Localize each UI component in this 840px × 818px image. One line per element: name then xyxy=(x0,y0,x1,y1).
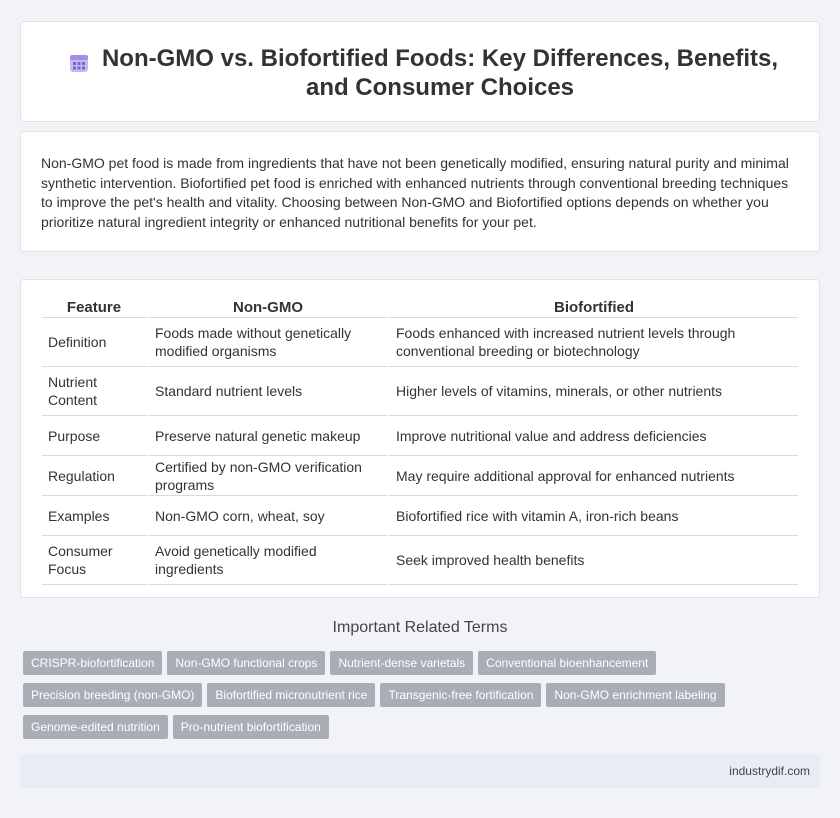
row-biofortified: Biofortified rice with vitamin A, iron-rich beans xyxy=(387,496,798,536)
table-row xyxy=(42,367,798,416)
related-term-tag[interactable]: Non-GMO enrichment labeling xyxy=(546,683,724,707)
footer-site-link[interactable]: industrydif.com xyxy=(729,764,810,778)
row-biofortified: Foods enhanced with increased nutrient levels through conventional breeding or biotechnology xyxy=(387,318,798,367)
table-row xyxy=(42,416,798,456)
related-term-tag[interactable]: Nutrient-dense varietals xyxy=(330,651,473,675)
intro-card xyxy=(20,131,820,252)
row-non-gmo: Preserve natural genetic makeup xyxy=(146,416,387,456)
related-term-tag[interactable]: CRISPR-biofortification xyxy=(23,651,162,675)
calendar-grid-icon xyxy=(68,52,90,74)
row-feature: Purpose xyxy=(42,416,146,456)
related-terms-heading: Important Related Terms xyxy=(332,619,508,636)
table-row xyxy=(42,496,798,536)
related-terms-list xyxy=(23,651,813,747)
related-term-tag[interactable]: Transgenic-free fortification xyxy=(380,683,541,707)
related-term-tag[interactable]: Conventional bioenhancement xyxy=(478,651,656,675)
related-term-tag[interactable]: Non-GMO functional crops xyxy=(167,651,325,675)
comparison-table-card xyxy=(20,279,820,598)
related-term-tag[interactable]: Biofortified micronutrient rice xyxy=(207,683,375,707)
footer xyxy=(20,754,820,788)
related-term-tag[interactable]: Genome-edited nutrition xyxy=(23,715,168,739)
row-feature: Examples xyxy=(42,496,146,536)
row-non-gmo: Standard nutrient levels xyxy=(146,367,387,416)
row-non-gmo: Foods made without genetically modified organisms xyxy=(146,318,387,367)
header-card xyxy=(20,21,820,122)
title-wrap xyxy=(21,44,819,102)
related-term-tag[interactable]: Pro-nutrient biofortification xyxy=(173,715,329,739)
row-feature: Consumer Focus xyxy=(42,536,146,585)
comparison-table xyxy=(42,294,798,585)
table-row xyxy=(42,318,798,367)
row-feature: Definition xyxy=(42,318,146,367)
related-term-tag[interactable]: Precision breeding (non-GMO) xyxy=(23,683,202,707)
intro-paragraph: Non-GMO pet food is made from ingredients that have not been genetically modified, ensuring natural purity and minimal synthetic intervention. Biofortified pet food is enriched with enhanced nutrients through conventional breeding techniques to improve the pet's health and vitality. Choosing between Non-GMO and Biofortified options depends on whether you prioritize natural ingredient integrity or enhanced nutritional benefits for your pet. xyxy=(41,155,789,230)
table-row xyxy=(42,536,798,585)
row-non-gmo: Avoid genetically modified ingredients xyxy=(146,536,387,585)
header-feature: Feature xyxy=(42,294,146,318)
row-biofortified: Improve nutritional value and address deficiencies xyxy=(387,416,798,456)
row-non-gmo: Certified by non-GMO verification programs xyxy=(146,456,387,496)
row-feature: Regulation xyxy=(42,456,146,496)
page-title: Non-GMO vs. Biofortified Foods: Key Differences, Benefits, and Consumer Choices xyxy=(101,45,779,101)
table-header-row xyxy=(42,294,798,318)
row-non-gmo: Non-GMO corn, wheat, soy xyxy=(146,496,387,536)
table-row xyxy=(42,456,798,496)
row-feature: Nutrient Content xyxy=(42,367,146,416)
row-biofortified: May require additional approval for enhanced nutrients xyxy=(387,456,798,496)
row-biofortified: Higher levels of vitamins, minerals, or other nutrients xyxy=(387,367,798,416)
header-non-gmo: Non-GMO xyxy=(146,294,387,318)
row-biofortified: Seek improved health benefits xyxy=(387,536,798,585)
header-biofortified: Biofortified xyxy=(387,294,798,318)
